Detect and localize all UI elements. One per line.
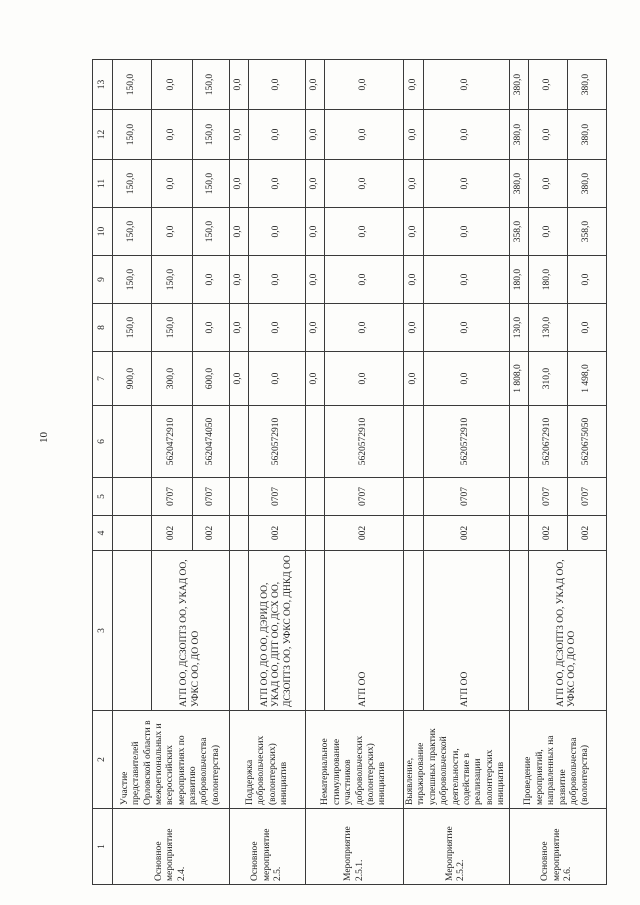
section-cell xyxy=(230,478,249,516)
measure-description-cell: Поддержка добровольческих (волонтерских) инициатив xyxy=(230,711,306,809)
executor-cell xyxy=(230,551,249,711)
header-cell: 7 xyxy=(93,352,113,406)
target-code-cell xyxy=(230,406,249,478)
total-cell: 310,0 xyxy=(528,352,567,406)
executor-cell xyxy=(509,551,528,711)
table-row xyxy=(230,60,249,885)
header-row xyxy=(93,60,113,885)
section-cell: 0707 xyxy=(249,478,306,516)
year-value-cell: 0,0 xyxy=(567,256,606,304)
year-value-cell: 130,0 xyxy=(528,304,567,352)
total-cell: 300,0 xyxy=(152,352,193,406)
year-value-cell: 150,0 xyxy=(152,304,193,352)
year-value-cell: 150,0 xyxy=(193,110,230,160)
year-value-cell: 0,0 xyxy=(404,304,424,352)
header-cell: 10 xyxy=(93,208,113,256)
year-value-cell: 0,0 xyxy=(249,60,306,110)
year-value-cell: 0,0 xyxy=(528,60,567,110)
year-value-cell: 0,0 xyxy=(528,208,567,256)
year-value-cell: 358,0 xyxy=(509,208,528,256)
section-cell xyxy=(404,478,424,516)
target-code-cell: 5620572910 xyxy=(249,406,306,478)
year-value-cell: 150,0 xyxy=(113,304,152,352)
year-value-cell: 0,0 xyxy=(193,304,230,352)
header-cell: 1 xyxy=(93,809,113,885)
grbs-cell: 002 xyxy=(423,516,509,551)
year-value-cell: 0,0 xyxy=(325,304,404,352)
header-cell: 12 xyxy=(93,110,113,160)
measure-name-cell: Основное мероприятие 2.4. xyxy=(113,809,230,885)
year-value-cell: 0,0 xyxy=(230,256,249,304)
executor-cell: АГП ОО, ДСЗОПТЗ ОО, УКАД ОО, УФКС ОО, ДО ОО xyxy=(528,551,606,711)
section-cell: 0707 xyxy=(152,478,193,516)
total-cell: 1 498,0 xyxy=(567,352,606,406)
year-value-cell: 0,0 xyxy=(193,256,230,304)
measure-name-cell: Мероприятие 2.5.2. xyxy=(404,809,510,885)
grbs-cell xyxy=(113,516,152,551)
table-row xyxy=(113,60,152,885)
executor-cell xyxy=(404,551,424,711)
year-value-cell: 0,0 xyxy=(152,60,193,110)
year-value-cell: 0,0 xyxy=(423,304,509,352)
year-value-cell: 380,0 xyxy=(509,60,528,110)
table-row xyxy=(404,60,424,885)
grbs-cell: 002 xyxy=(325,516,404,551)
header-cell: 8 xyxy=(93,304,113,352)
year-value-cell: 0,0 xyxy=(249,110,306,160)
year-value-cell: 150,0 xyxy=(113,160,152,208)
year-value-cell: 0,0 xyxy=(404,256,424,304)
total-cell: 0,0 xyxy=(249,352,306,406)
year-value-cell: 150,0 xyxy=(193,208,230,256)
year-value-cell: 0,0 xyxy=(152,160,193,208)
section-cell: 0707 xyxy=(567,478,606,516)
section-cell: 0707 xyxy=(423,478,509,516)
executor-cell: АГП ОО, ДСЗОПТЗ ОО, УКАД ОО, УФКС ОО, ДО ОО xyxy=(152,551,230,711)
year-value-cell: 0,0 xyxy=(567,304,606,352)
year-value-cell: 0,0 xyxy=(423,160,509,208)
year-value-cell: 150,0 xyxy=(113,208,152,256)
executor-cell: АГП ОО, ДО ОО, ДЭРИД ОО, УКАД ОО, ДПТ ОО, ДСХ ОО, ДСЗОПТЗ ОО, УФКС ОО, ДНКД ОО xyxy=(249,551,306,711)
header-cell: 3 xyxy=(93,551,113,711)
target-code-cell xyxy=(404,406,424,478)
year-value-cell: 380,0 xyxy=(509,110,528,160)
year-value-cell: 0,0 xyxy=(325,256,404,304)
year-value-cell: 0,0 xyxy=(152,208,193,256)
header-cell: 6 xyxy=(93,406,113,478)
year-value-cell: 0,0 xyxy=(306,304,325,352)
year-value-cell: 180,0 xyxy=(509,256,528,304)
year-value-cell: 0,0 xyxy=(230,160,249,208)
year-value-cell: 0,0 xyxy=(306,208,325,256)
year-value-cell: 0,0 xyxy=(423,256,509,304)
total-cell: 0,0 xyxy=(230,352,249,406)
measure-description-cell: Участие представителей Орловской области в межрегиональных и всероссийских мероприятиях по развитию добровольчества (волонтерства) xyxy=(113,711,230,809)
executor-cell xyxy=(306,551,325,711)
target-code-cell: 5620572910 xyxy=(325,406,404,478)
section-cell xyxy=(113,478,152,516)
header-cell: 11 xyxy=(93,160,113,208)
grbs-cell xyxy=(509,516,528,551)
total-cell: 0,0 xyxy=(404,352,424,406)
grbs-cell xyxy=(230,516,249,551)
year-value-cell: 0,0 xyxy=(230,304,249,352)
target-code-cell xyxy=(306,406,325,478)
measure-name-cell: Мероприятие 2.5.1. xyxy=(306,809,404,885)
year-value-cell: 150,0 xyxy=(193,160,230,208)
year-value-cell: 0,0 xyxy=(325,160,404,208)
executor-cell: АГП ОО xyxy=(423,551,509,711)
year-value-cell: 0,0 xyxy=(325,110,404,160)
grbs-cell xyxy=(306,516,325,551)
page-number: 10 xyxy=(38,432,50,443)
grbs-cell xyxy=(404,516,424,551)
year-value-cell: 380,0 xyxy=(567,110,606,160)
year-value-cell: 380,0 xyxy=(509,160,528,208)
grbs-cell: 002 xyxy=(249,516,306,551)
measure-description-cell: Проведение мероприятий, направленных на развитие добровольчества (волонтерства) xyxy=(509,711,606,809)
total-cell: 0,0 xyxy=(423,352,509,406)
table-row xyxy=(509,60,528,885)
year-value-cell: 0,0 xyxy=(249,160,306,208)
year-value-cell: 0,0 xyxy=(404,160,424,208)
year-value-cell: 0,0 xyxy=(306,160,325,208)
target-code-cell: 5620572910 xyxy=(423,406,509,478)
target-code-cell xyxy=(509,406,528,478)
target-code-cell: 5620675050 xyxy=(567,406,606,478)
year-value-cell: 0,0 xyxy=(325,208,404,256)
total-cell: 900,0 xyxy=(113,352,152,406)
budget-table xyxy=(92,59,607,885)
year-value-cell: 380,0 xyxy=(567,160,606,208)
header-cell: 9 xyxy=(93,256,113,304)
year-value-cell: 0,0 xyxy=(423,110,509,160)
year-value-cell: 0,0 xyxy=(230,110,249,160)
header-cell: 2 xyxy=(93,711,113,809)
year-value-cell: 150,0 xyxy=(152,256,193,304)
year-value-cell: 0,0 xyxy=(404,60,424,110)
section-cell: 0707 xyxy=(193,478,230,516)
total-cell: 0,0 xyxy=(325,352,404,406)
grbs-cell: 002 xyxy=(567,516,606,551)
year-value-cell: 0,0 xyxy=(230,208,249,256)
header-cell: 5 xyxy=(93,478,113,516)
header-cell: 13 xyxy=(93,60,113,110)
measure-description-cell: Выявление, тиражирование успешных практик добровольческой деятельности, содействие в реализации волонтерских инициатив xyxy=(404,711,510,809)
year-value-cell: 0,0 xyxy=(528,110,567,160)
section-cell: 0707 xyxy=(325,478,404,516)
year-value-cell: 130,0 xyxy=(509,304,528,352)
year-value-cell: 150,0 xyxy=(113,60,152,110)
header-cell: 4 xyxy=(93,516,113,551)
year-value-cell: 0,0 xyxy=(423,208,509,256)
target-code-cell: 5620672910 xyxy=(528,406,567,478)
year-value-cell: 358,0 xyxy=(567,208,606,256)
section-cell: 0707 xyxy=(528,478,567,516)
year-value-cell: 0,0 xyxy=(306,256,325,304)
grbs-cell: 002 xyxy=(152,516,193,551)
year-value-cell: 0,0 xyxy=(306,110,325,160)
grbs-cell: 002 xyxy=(193,516,230,551)
year-value-cell: 0,0 xyxy=(249,208,306,256)
year-value-cell: 0,0 xyxy=(306,60,325,110)
year-value-cell: 0,0 xyxy=(249,256,306,304)
year-value-cell: 150,0 xyxy=(113,256,152,304)
section-cell xyxy=(509,478,528,516)
year-value-cell: 380,0 xyxy=(567,60,606,110)
executor-cell: АГП ОО xyxy=(325,551,404,711)
year-value-cell: 0,0 xyxy=(404,208,424,256)
grbs-cell: 002 xyxy=(528,516,567,551)
executor-cell xyxy=(113,551,152,711)
year-value-cell: 0,0 xyxy=(152,110,193,160)
year-value-cell: 0,0 xyxy=(249,304,306,352)
table-row xyxy=(306,60,325,885)
year-value-cell: 150,0 xyxy=(113,110,152,160)
measure-name-cell: Основное мероприятие 2.6. xyxy=(509,809,606,885)
target-code-cell xyxy=(113,406,152,478)
year-value-cell: 0,0 xyxy=(230,60,249,110)
rotated-table-wrapper xyxy=(92,60,607,885)
target-code-cell: 5620474050 xyxy=(193,406,230,478)
year-value-cell: 0,0 xyxy=(325,60,404,110)
measure-name-cell: Основное мероприятие 2.5. xyxy=(230,809,306,885)
total-cell: 0,0 xyxy=(306,352,325,406)
year-value-cell: 180,0 xyxy=(528,256,567,304)
year-value-cell: 150,0 xyxy=(193,60,230,110)
year-value-cell: 0,0 xyxy=(528,160,567,208)
year-value-cell: 0,0 xyxy=(423,60,509,110)
target-code-cell: 5620472910 xyxy=(152,406,193,478)
total-cell: 600,0 xyxy=(193,352,230,406)
section-cell xyxy=(306,478,325,516)
year-value-cell: 0,0 xyxy=(404,110,424,160)
measure-description-cell: Нематериальное стимулирование участников добровольческих (волонтерских) инициатив xyxy=(306,711,404,809)
total-cell: 1 808,0 xyxy=(509,352,528,406)
